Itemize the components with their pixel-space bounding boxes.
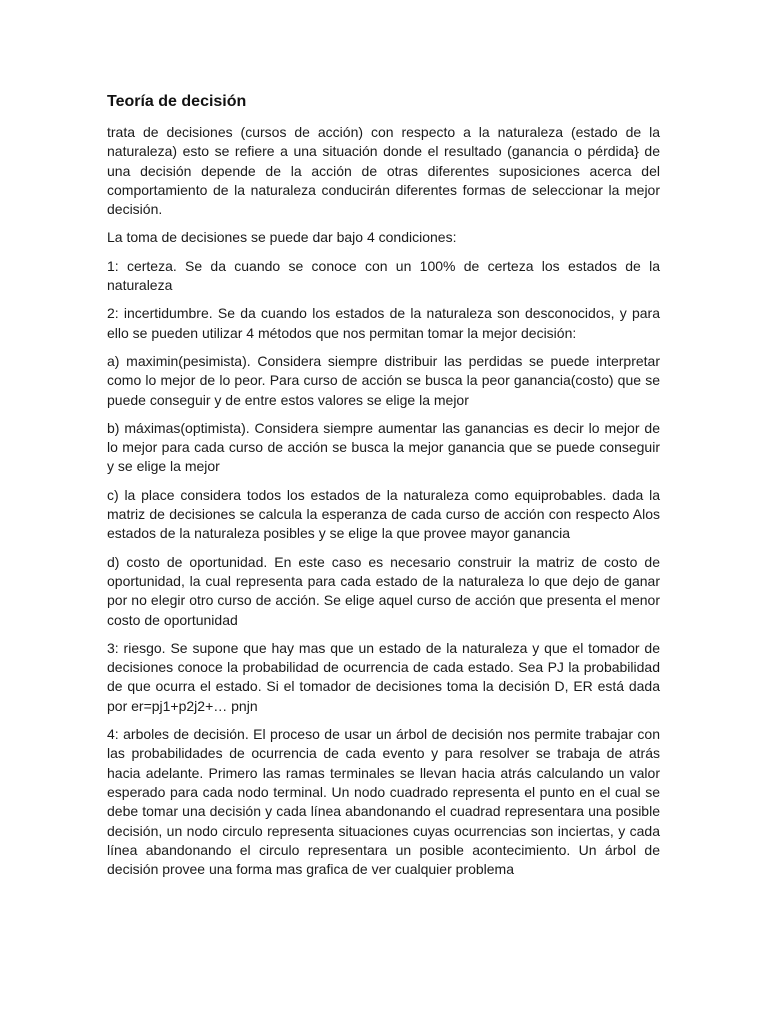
paragraph-maximas: b) máximas(optimista). Considera siempre aumentar las ganancias es decir lo mejor de lo mejor para cada curso de acción se busca la mejor ganancia que se puede conseguir y se elige la mejor: [107, 419, 660, 475]
paragraph-conditions: La toma de decisiones se puede dar bajo 4 condiciones:: [107, 229, 457, 246]
document-page: [107, 92, 660, 888]
paragraph-maximin: a) maximin(pesimista). Considera siempre distribuir las perdidas se puede interpretar como lo mejor de lo peor. Para curso de acción se busca la peor ganancia(costo) que se puede conseguir y de entre estos valores se elige la mejor: [107, 352, 660, 408]
paragraph-incertidumbre: 2: incertidumbre. Se da cuando los estados de la naturaleza son desconocidos, y para ello se pueden utilizar 4 métodos que nos permitan tomar la mejor decisión:: [107, 305, 660, 341]
document-title: Teoría de decisión: [107, 93, 247, 110]
paragraph-laplace: c) la place considera todos los estados de la naturaleza como equiprobables. dada la matriz de decisiones se calcula la esperanza de cada curso de acción con respecto Alos estados de la naturaleza posibles y se elige la que provee mayor ganancia: [107, 486, 660, 542]
paragraph-costo-oportunidad: d) costo de oportunidad. En este caso es necesario construir la matriz de costo de oportunidad, la cual representa para cada estado de la naturaleza lo que dejo de ganar por no elegir otro curso de acción. Se elige aquel curso de acción que presenta el menor costo de oportunidad: [107, 553, 660, 628]
paragraph-certeza: 1: certeza. Se da cuando se conoce con un 100% de certeza los estados de la naturaleza: [107, 257, 660, 294]
paragraph-arboles: 4: arboles de decisión. El proceso de usar un árbol de decisión nos permite trabajar con las probabilidades de ocurrencia de cada evento y para resolver se trabaja de atrás hacia adelante. Primero las ramas terminales se llevan hacia atrás calculando un valor esperado para cada nodo terminal. Un nodo cuadrado representa el punto en el cual se debe tomar una decisión y cada línea abandonando el cuadrad representara una posible decisión, un nodo circulo representa situaciones cuyas ocurrencias son inciertas, y cada línea abandonando el circulo representara un posible acontecimiento. Un árbol de decisión provee una forma mas grafica de ver cualquier problema: [107, 726, 660, 878]
paragraph-intro: trata de decisiones (cursos de acción) con respecto a la naturaleza (estado de la naturaleza) esto se refiere a una situación donde el resultado (ganancia o pérdida} de una decisión depende de la acción de otras diferentes suposiciones acerca del comportamiento de la naturaleza conducirán diferentes formas de seleccionar la mejor decisión.: [107, 124, 660, 218]
paragraph-riesgo: 3: riesgo. Se supone que hay mas que un estado de la naturaleza y que el tomador de decisiones conoce la probabilidad de ocurrencia de cada estado. Sea PJ la probabilidad de que ocurra el estado. Si el tomador de decisiones toma la decisión D, ER está dada por er=pj1+p2j2+… pnjn: [107, 639, 660, 714]
